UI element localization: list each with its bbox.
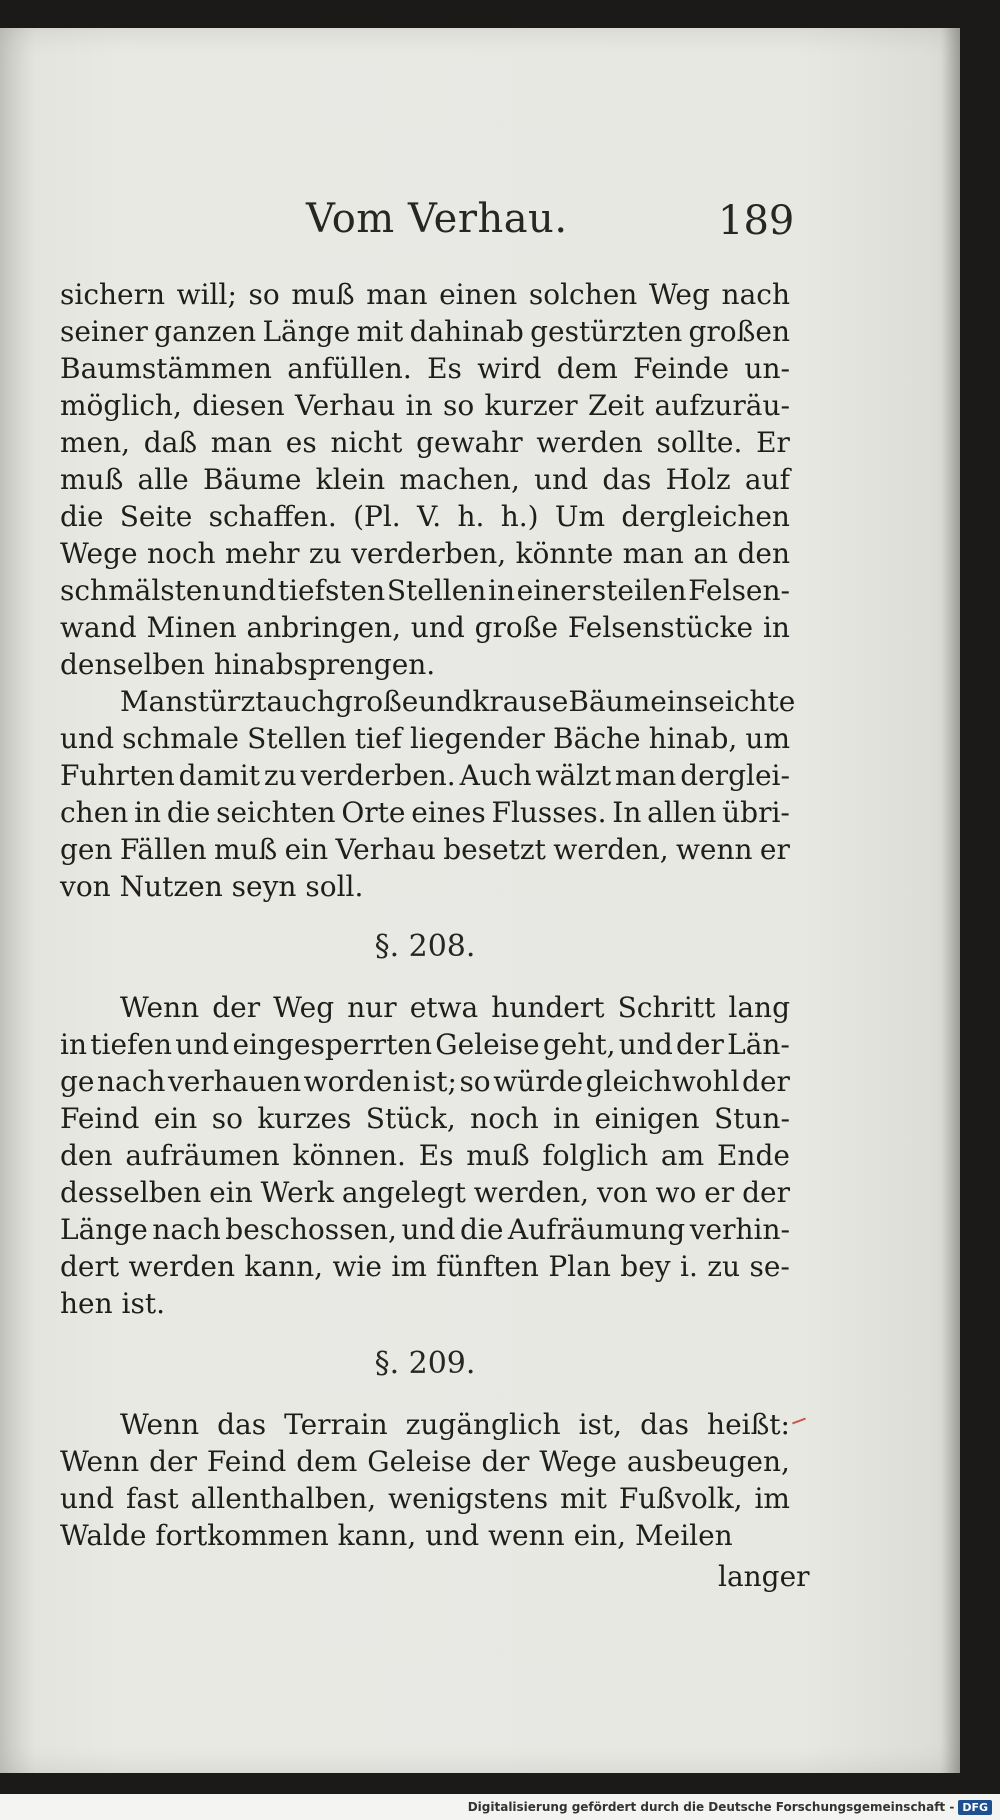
footer-credit: Digitalisierung gefördert durch die Deutsche Forschungsgemeinschaft - bbox=[467, 1800, 955, 1814]
text-line: seiner ganzen Länge mit dahinab gestürzten großen bbox=[60, 315, 790, 348]
text-line: chen in die seichten Orte eines Flusses. In allen übri- bbox=[60, 796, 790, 829]
text-line: wand Minen anbringen, und große Felsenstücke in bbox=[60, 611, 790, 644]
text-line: Wenn der Weg nur etwa hundert Schritt lang bbox=[120, 991, 790, 1024]
text-line: sichern will; so muß man einen solchen Weg nach bbox=[60, 278, 790, 311]
paragraph-2 bbox=[60, 683, 796, 905]
red-ink-mark bbox=[792, 1418, 806, 1425]
text-line: Fuhrten damit zu verderben. Auch wälzt man derglei- bbox=[60, 759, 790, 792]
section-heading-208: §. 208. bbox=[374, 929, 476, 964]
book-page bbox=[0, 28, 960, 1773]
text-line: schmälsten und tiefsten Stellen in einer steilen Felsen- bbox=[60, 574, 790, 607]
text-line: und schmale Stellen tief liegender Bäche hinab, um bbox=[60, 722, 790, 755]
digitization-footer bbox=[0, 1794, 1000, 1820]
text-line: Walde fortkommen kann, und wenn ein, Meilen bbox=[60, 1519, 733, 1552]
text-line: ge nach verhauen worden ist; so würde gleichwohl der bbox=[60, 1065, 790, 1098]
page-edge-shadow bbox=[940, 28, 960, 1773]
section-heading-209: §. 209. bbox=[374, 1346, 476, 1381]
text-line: in tiefen und eingesperrten Geleise geht, und der Län- bbox=[60, 1028, 790, 1061]
running-head: Vom Verhau. bbox=[306, 196, 568, 242]
text-line: hen ist. bbox=[60, 1287, 166, 1320]
text-line: denselben hinabsprengen. bbox=[60, 648, 436, 681]
text-line: dert werden kann, wie im fünften Plan bey i. zu se- bbox=[60, 1250, 790, 1283]
page-number: 189 bbox=[718, 198, 795, 244]
text-line: Feind ein so kurzes Stück, noch in einigen Stun- bbox=[60, 1102, 790, 1135]
text-line: desselben ein Werk angelegt werden, von wo er der bbox=[60, 1176, 790, 1209]
text-line: die Seite schaffen. (Pl. V. h. h.) Um dergleichen bbox=[60, 500, 790, 533]
text-line: und fast allenthalben, wenigstens mit Fußvolk, im bbox=[60, 1482, 790, 1515]
text-line: Länge nach beschossen, und die Aufräumung verhin- bbox=[60, 1213, 790, 1246]
text-line: men, daß man es nicht gewahr werden sollte. Er bbox=[60, 426, 790, 459]
text-line: von Nutzen seyn soll. bbox=[60, 870, 364, 903]
dfg-logo-icon: DFG bbox=[958, 1800, 992, 1815]
text-line: Baumstämmen anfüllen. Es wird dem Feinde un- bbox=[60, 352, 790, 385]
section-209-text bbox=[60, 1406, 790, 1554]
text-line: Wenn der Feind dem Geleise der Wege ausbeugen, bbox=[60, 1445, 790, 1478]
text-line: muß alle Bäume klein machen, und das Holz auf bbox=[60, 463, 790, 496]
text-line: möglich, diesen Verhau in so kurzer Zeit aufzuräu- bbox=[60, 389, 790, 422]
section-208-text bbox=[60, 989, 790, 1322]
text-line: Man stürzt auch große und krause Bäume in seichte bbox=[120, 685, 796, 718]
text-line: Wenn das Terrain zugänglich ist, das heißt: bbox=[120, 1408, 790, 1441]
text-line: Wege noch mehr zu verderben, könnte man an den bbox=[60, 537, 790, 570]
text-line: den aufräumen können. Es muß folglich am Ende bbox=[60, 1139, 790, 1172]
text-line: gen Fällen muß ein Verhau besetzt werden, wenn er bbox=[60, 833, 790, 866]
paragraph-1 bbox=[60, 276, 790, 683]
body-text bbox=[60, 276, 796, 1554]
catchword: langer bbox=[718, 1560, 810, 1593]
